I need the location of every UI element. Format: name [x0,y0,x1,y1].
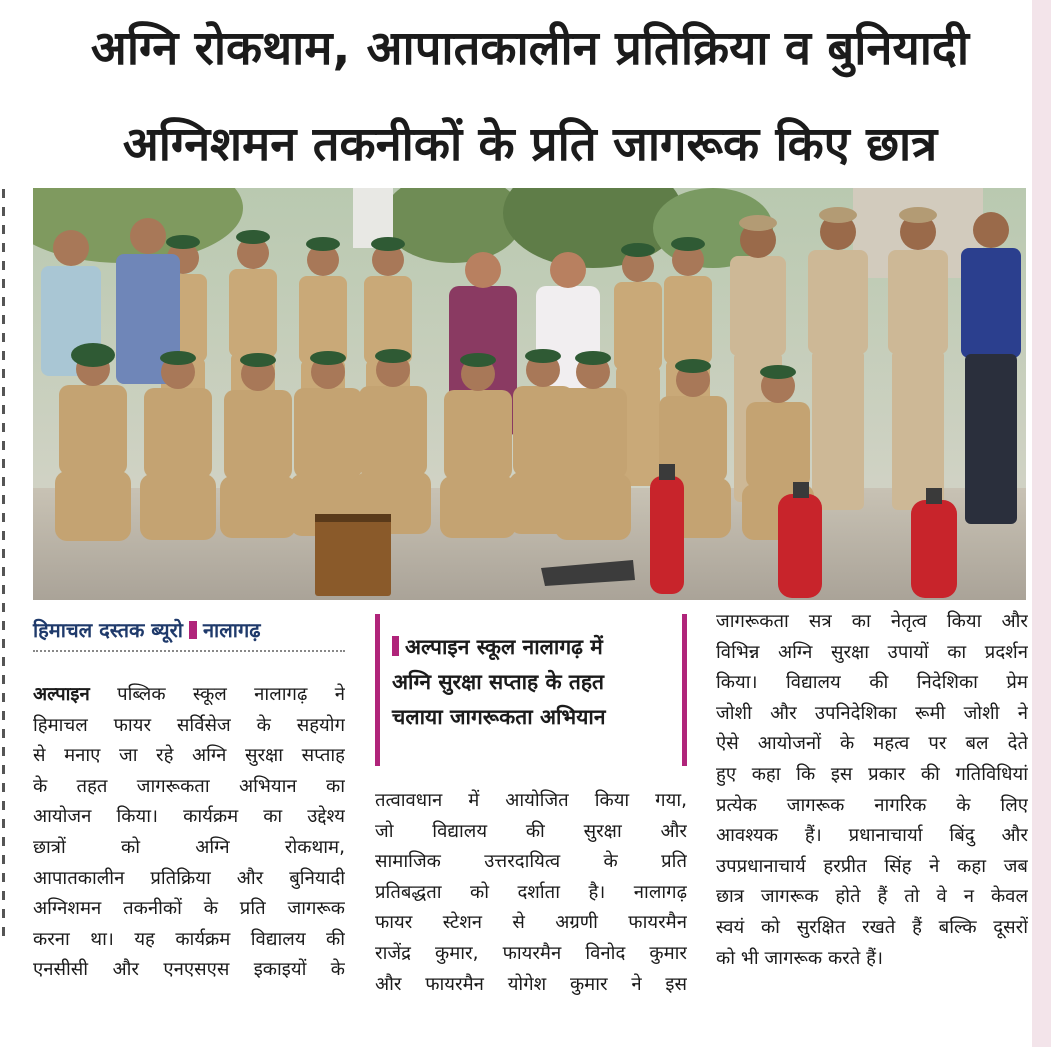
col2-line-7: और फायरमैन योगेश कुमार ने इस [375,973,687,995]
col1-line-1: पब्लिक स्कूल नालागढ़ ने [117,684,345,705]
col2-line-1: तत्वावधान में आयोजित किया गया, [375,790,687,811]
col2-line-6: राजेंद्र कुमार, फायरमैन विनोद कुमार [375,942,687,964]
byline-separator [189,621,197,639]
byline-bureau: हिमाचल दस्तक ब्यूरो [33,618,183,642]
byline [33,616,261,643]
col3-line-12: को भी जागरूक करते हैं। [716,947,883,969]
col1-line-3: से मनाए जा रहे अग्नि सुरक्षा सप्ताह [33,745,345,767]
col1-line-2: हिमाचल फायर सर्विसेज के सहयोग [33,714,345,736]
headline-line-1: अग्नि रोकथाम, आपातकालीन प्रतिक्रिया व बुनियादी [90,21,970,76]
col3-line-3: किया। विद्यालय की निदेशिका प्रेम [716,672,1028,694]
col1-line-7: आपातकालीन प्रतिक्रिया और बुनियादी [33,867,345,889]
col3-line-1: जागरूकता सत्र का नेतृत्व किया और [716,611,1028,632]
col1-line-6: छात्रों को अग्नि रोकथाम, [33,836,345,858]
byline-rule [33,650,345,652]
subhead-marker [392,636,399,656]
subhead-line-2: अग्नि सुरक्षा सप्ताह के तहत [392,670,605,694]
lead-word: अल्पाइन [33,684,90,705]
subheadline-box [375,614,687,766]
headline-line-2: अग्निशमन तकनीकों के प्रति जागरूक किए छात्र [122,117,938,172]
col3-line-4: जोशी और उपनिदेशिका रूमी जोशी ने [716,702,1028,724]
col2-line-2: जो विद्यालय की सुरक्षा और [375,820,687,842]
subhead-line-1: अल्पाइन स्कूल नालागढ़ में [405,635,603,659]
adjacent-column-edge [0,180,12,1000]
col3-line-7: प्रत्येक जागरूक नागरिक के लिए [716,794,1028,816]
col3-line-11: स्वयं को सुरक्षित रखते हैं बल्कि दूसरों [716,916,1028,938]
col3-line-6: हुए कहा कि इस प्रकार की गतिविधियां [716,763,1028,785]
col3-line-9: उपप्रधानाचार्य हरप्रीत सिंह ने कहा जब [716,855,1028,877]
col3-line-2: विभिन्न अग्नि सुरक्षा उपायों का प्रदर्शन [716,641,1028,663]
col2-line-3: सामाजिक उत्तरदायित्व के प्रति [375,851,687,873]
col3-line-10: छात्र जागरूक होते हैं तो वे न केवल [716,886,1028,908]
col1-line-4: के तहत जागरूकता अभियान का [33,775,345,797]
page-margin-strip [1032,0,1051,1047]
col1-line-5: आयोजन किया। कार्यक्रम का उद्देश्य [33,806,345,828]
col2-line-4: प्रतिबद्धता को दर्शाता है। नालागढ़ [375,881,687,903]
article-column-3 [716,607,1028,974]
group-photo [33,188,1026,600]
article-column-1 [33,680,345,986]
col1-line-10: एनसीसी और एनएसएस इकाइयों के [33,959,345,981]
col3-line-8: आवश्यक हैं। प्रधानाचार्या बिंदु और [716,825,1028,847]
article-column-2 [375,786,687,1000]
byline-place: नालागढ़ [202,618,261,642]
col1-line-9: करना था। यह कार्यक्रम विद्यालय की [33,928,345,950]
col3-line-5: ऐसे आयोजनों के महत्व पर बल देते [716,733,1028,755]
col1-line-8: अग्निशमन तकनीकों के प्रति जागरूक [33,898,345,920]
col2-line-5: फायर स्टेशन से अग्रणी फायरमैन [375,912,687,934]
subhead-line-3: चलाया जागरूकता अभियान [392,705,606,729]
